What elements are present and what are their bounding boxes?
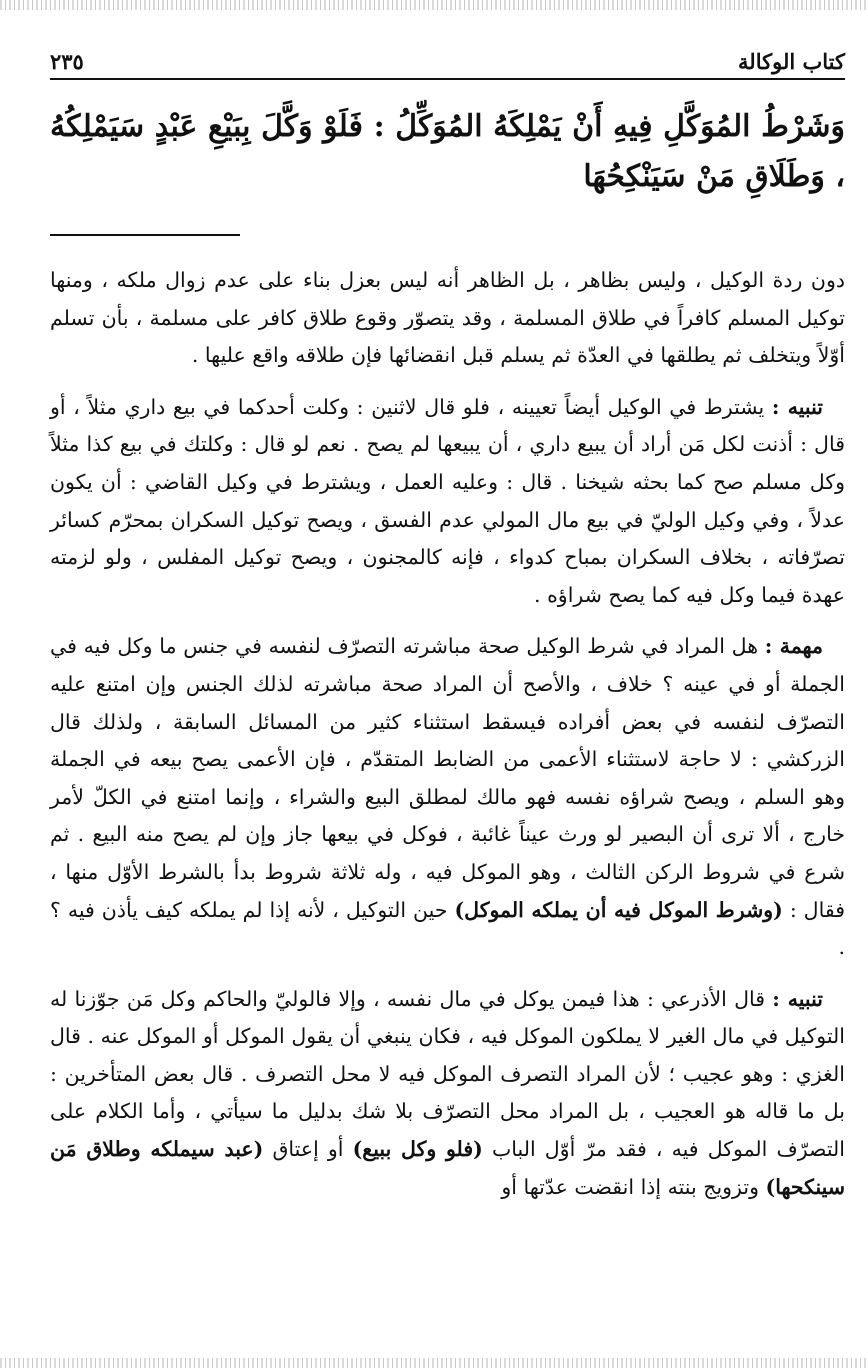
paragraph-text: أو إعتاق <box>272 1137 344 1162</box>
scan-noise-top <box>0 0 868 10</box>
book-title: كتاب الوكالة <box>738 49 845 74</box>
scan-noise-bottom <box>0 1358 868 1368</box>
paragraph-text: يشترط في الوكيل أيضاً تعيينه ، فلو قال لاثنين : وكلت أحدكما في بيع داري مثلاً ، أو قال : أذنت لكل مَن أراد أن يبيع داري ، أن يبيعها لم يصح . نعم لو قال : وكلتك في بيع كذا مثلاً وكل مسلم صح كما بحثه شيخنا . قال : وعليه العمل ، ويشترط في وكيل القاضي : أن يكون عدلاً ، وفي وكيل الوليّ في بيع مال المولي عدم الفسق ، ويصح توكيل السكران بمحرّم كسائر تصرّفاته ، بخلاف السكران بمباح كدواء ، فإنه كالمجنون ، ويصح توكيل المفلس ، ولو لزمته عهدة فيما وكل فيه كما يصح شراؤه . <box>50 394 845 607</box>
important-label: مهمة : <box>764 634 823 659</box>
matn-text: وَشَرْطُ المُوَكَّلِ فِيهِ أَنْ يَمْلِكَهُ المُوَكِّلُ : فَلَوْ وَكَّلَ بِبَيْعِ عَبْدٍ سَيَمْلِكُهُ ، وَطَلَاقِ مَنْ سَيَنْكِحُهَا <box>50 109 845 194</box>
matn-quote: (وشرط الموكل فيه أن يملكه الموكل) <box>454 897 783 922</box>
running-head <box>50 40 845 74</box>
matn-quote: (فلو وكل ببيع) <box>352 1137 483 1162</box>
commentary <box>50 262 845 1206</box>
matn-quote: (عبد سيملكه وطلاق مَن سينكحها) <box>50 1137 845 1199</box>
paragraph-text: وتزويج بنته إذا انقضت عدّتها أو <box>501 1174 759 1199</box>
commentary-paragraph-3 <box>50 628 845 966</box>
book-page <box>50 40 845 1350</box>
paragraph-text: قال الأذرعي : هذا فيمن يوكل في مال نفسه ، وإلا فالوليّ والحاكم وكل مَن جوّزنا له التوكيل في مال الغير لا يملكون الموكل فيه ، فكان ينبغي أن يقول الموكل أو الموكل عنه . قال الغزي : وهو عجيب ؛ لأن المراد التصرف الموكل فيه لا محل التصرف . قال بعض المتأخرين : بل ما قاله هو العجيب ، بل المراد محل التصرّف بلا شك بدليل ما سيأتي ، وأما الكلام على التصرّف الموكل فيه ، فقد مرّ أوّل الباب <box>50 986 845 1162</box>
paragraph-text: حين التوكيل ، لأنه إذا لم يملكه كيف يأذن فيه ؟ . <box>50 897 845 960</box>
page-number: ٢٣٥ <box>50 49 84 74</box>
commentary-paragraph-4 <box>50 981 845 1207</box>
header-rule <box>50 78 845 80</box>
note-label: تنبيه : <box>771 394 823 419</box>
paragraph-text: هل المراد في شرط الوكيل صحة مباشرته التصرّف لنفسه في جنس ما وكل فيه في الجملة أو في عينه ؟ خلاف ، والأصح أن المراد صحة مباشرته لذلك الجنس وإن امتنع عليه التصرّف لنفسه في بعض أفراده فيسقط استثناء كثير من المسائل السابقة ، ولذلك قال الزركشي : لا حاجة لاستثناء الأعمى من الضابط المتقدّم ، فإن الأعمى يصح بيعه في الجملة وهو السلم ، ويصح شراؤه نفسه فهو مالك لمطلق البيع والشراء ، وإنما امتنع في الكلّ لأمر خارج ، ألا ترى أن البصير لو ورث عيناً غائبة ، فوكل في بيعها جاز وإن لم يصح منه البيع . ثم شرع في شروط الركن الثالث ، وهو الموكل فيه ، وله ثلاثة شروط بدأ بالشرط الأوّل منها ، فقال : <box>50 634 845 922</box>
commentary-paragraph-2 <box>50 389 845 615</box>
separator-rule <box>50 234 240 236</box>
commentary-paragraph-1: دون ردة الوكيل ، وليس بظاهر ، بل الظاهر أنه ليس بعزل بناء على عدم زوال ملكه ، ومنها توكيل المسلم كافراً في طلاق المسلمة ، وقد يتصوّر وقوع طلاق كافر على مسلمة ، بأن تسلم أوّلاً ويتخلف ثم يطلقها في العدّة ثم يسلم قبل انقضائها فإن طلاقه واقع عليها . <box>50 268 845 368</box>
note-label: تنبيه : <box>772 986 823 1011</box>
